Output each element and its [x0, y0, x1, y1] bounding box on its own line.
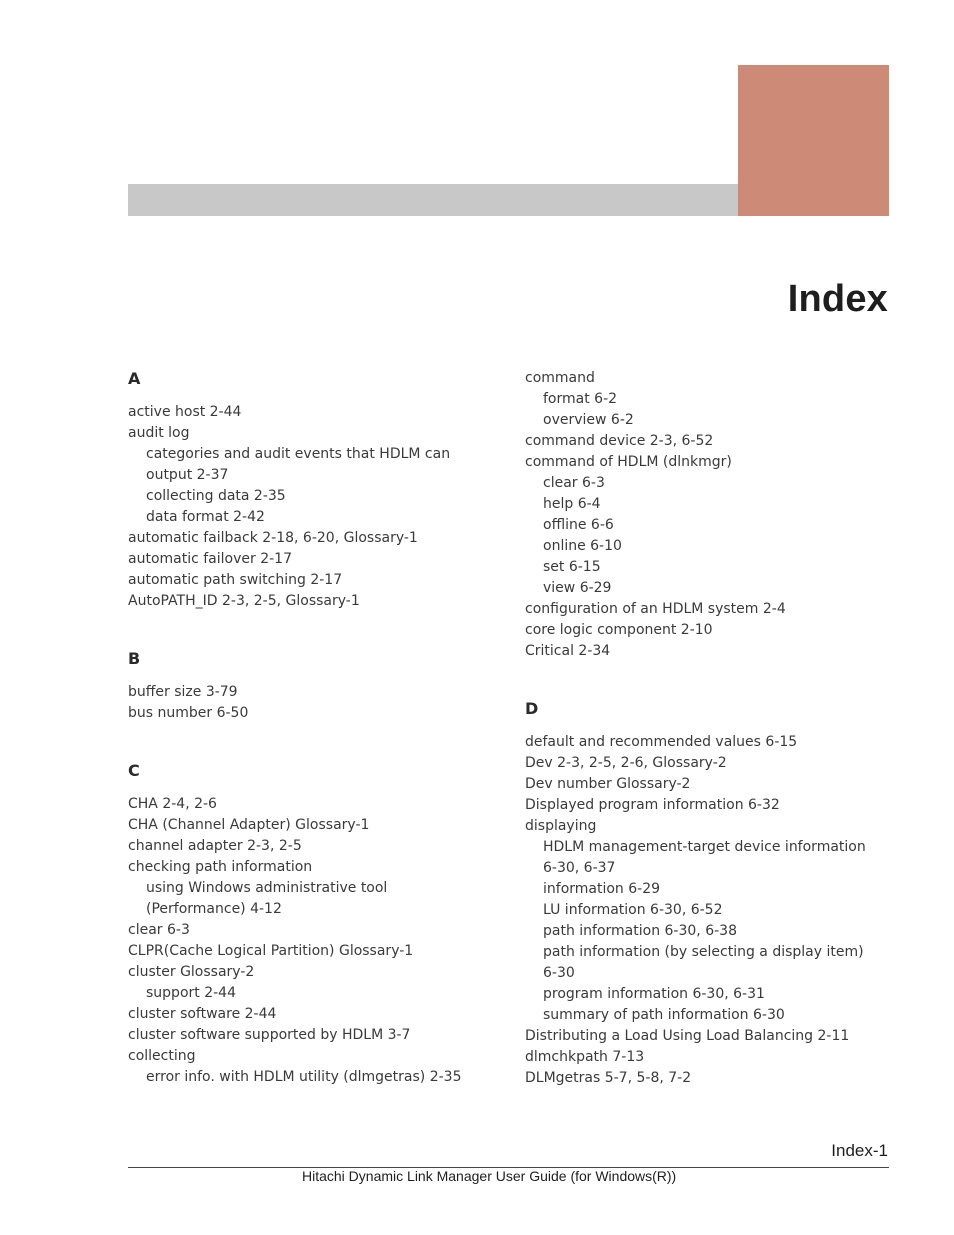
page-title: Index	[787, 278, 888, 320]
index-subentry: overview 6-2	[543, 412, 634, 428]
index-entry: configuration of an HDLM system 2-4	[525, 601, 786, 617]
section-gap	[128, 724, 508, 760]
index-entry: automatic failover 2-17	[128, 551, 292, 567]
index-entry: command	[525, 370, 595, 386]
index-subentry: 6-30, 6-37	[543, 860, 616, 876]
index-entry: Dev number Glossary-2	[525, 776, 691, 792]
index-subentry: summary of path information 6-30	[543, 1007, 785, 1023]
section-gap	[525, 662, 905, 698]
page-number: Index-1	[831, 1141, 888, 1160]
index-column-left	[128, 368, 508, 1088]
index-subentry: output 2-37	[146, 467, 229, 483]
index-subentry: path information 6-30, 6-38	[543, 923, 737, 939]
index-entry: core logic component 2-10	[525, 622, 713, 638]
header-bar	[128, 184, 738, 216]
index-entry: Distributing a Load Using Load Balancing 2-11	[525, 1028, 850, 1044]
section-letter: C	[128, 761, 140, 780]
index-column-right	[525, 368, 905, 1089]
index-subentry: collecting data 2-35	[146, 488, 286, 504]
footer-book-title: Hitachi Dynamic Link Manager User Guide (for Windows(R))	[302, 1168, 677, 1184]
index-entry: AutoPATH_ID 2-3, 2-5, Glossary-1	[128, 593, 360, 609]
index-entry: command device 2-3, 6-52	[525, 433, 714, 449]
index-entry: CLPR(Cache Logical Partition) Glossary-1	[128, 943, 414, 959]
index-subentry: (Performance) 4-12	[146, 901, 282, 917]
section-letter: A	[128, 369, 141, 388]
index-entry: cluster software 2-44	[128, 1006, 277, 1022]
index-subentry: offline 6-6	[543, 517, 614, 533]
index-subentry: categories and audit events that HDLM can	[146, 446, 451, 462]
index-entry: command of HDLM (dlnkmgr)	[525, 454, 732, 470]
section-letter: B	[128, 649, 141, 668]
index-entry: bus number 6-50	[128, 705, 249, 721]
index-subentry: help 6-4	[543, 496, 601, 512]
index-entry: channel adapter 2-3, 2-5	[128, 838, 302, 854]
section-letter: D	[525, 699, 539, 718]
index-entry: Dev 2-3, 2-5, 2-6, Glossary-2	[525, 755, 727, 771]
index-entry: default and recommended values 6-15	[525, 734, 798, 750]
index-entry: CHA 2-4, 2-6	[128, 796, 217, 812]
index-subentry: program information 6-30, 6-31	[543, 986, 765, 1002]
index-entry: audit log	[128, 425, 190, 441]
index-entry: automatic failback 2-18, 6-20, Glossary-1	[128, 530, 418, 546]
index-entry: clear 6-3	[128, 922, 190, 938]
index-entry: cluster Glossary-2	[128, 964, 255, 980]
section-gap	[128, 612, 508, 648]
chapter-tab-block	[738, 65, 889, 216]
index-subentry: support 2-44	[146, 985, 236, 1001]
index-subentry: view 6-29	[543, 580, 612, 596]
index-entry: collecting	[128, 1048, 196, 1064]
index-subentry: path information (by selecting a display item)	[543, 944, 864, 960]
index-entry: Critical 2-34	[525, 643, 611, 659]
index-subentry: LU information 6-30, 6-52	[543, 902, 723, 918]
index-subentry: error info. with HDLM utility (dlmgetras) 2-35	[146, 1069, 462, 1085]
index-subentry: clear 6-3	[543, 475, 605, 491]
index-subentry: using Windows administrative tool	[146, 880, 388, 896]
index-subentry: HDLM management-target device information	[543, 839, 866, 855]
index-subentry: 6-30	[543, 965, 575, 981]
index-subentry: online 6-10	[543, 538, 622, 554]
index-subentry: information 6-29	[543, 881, 661, 897]
index-subentry: data format 2-42	[146, 509, 265, 525]
index-entry: buffer size 3-79	[128, 684, 238, 700]
index-subentry: set 6-15	[543, 559, 601, 575]
index-entry: displaying	[525, 818, 597, 834]
index-entry: CHA (Channel Adapter) Glossary-1	[128, 817, 370, 833]
index-entry: checking path information	[128, 859, 313, 875]
index-subentry: format 6-2	[543, 391, 618, 407]
index-entry: cluster software supported by HDLM 3-7	[128, 1027, 411, 1043]
index-entry: DLMgetras 5-7, 5-8, 7-2	[525, 1070, 692, 1086]
index-entry: automatic path switching 2-17	[128, 572, 343, 588]
index-entry: Displayed program information 6-32	[525, 797, 780, 813]
index-entry: active host 2-44	[128, 404, 242, 420]
index-entry: dlmchkpath 7-13	[525, 1049, 645, 1065]
